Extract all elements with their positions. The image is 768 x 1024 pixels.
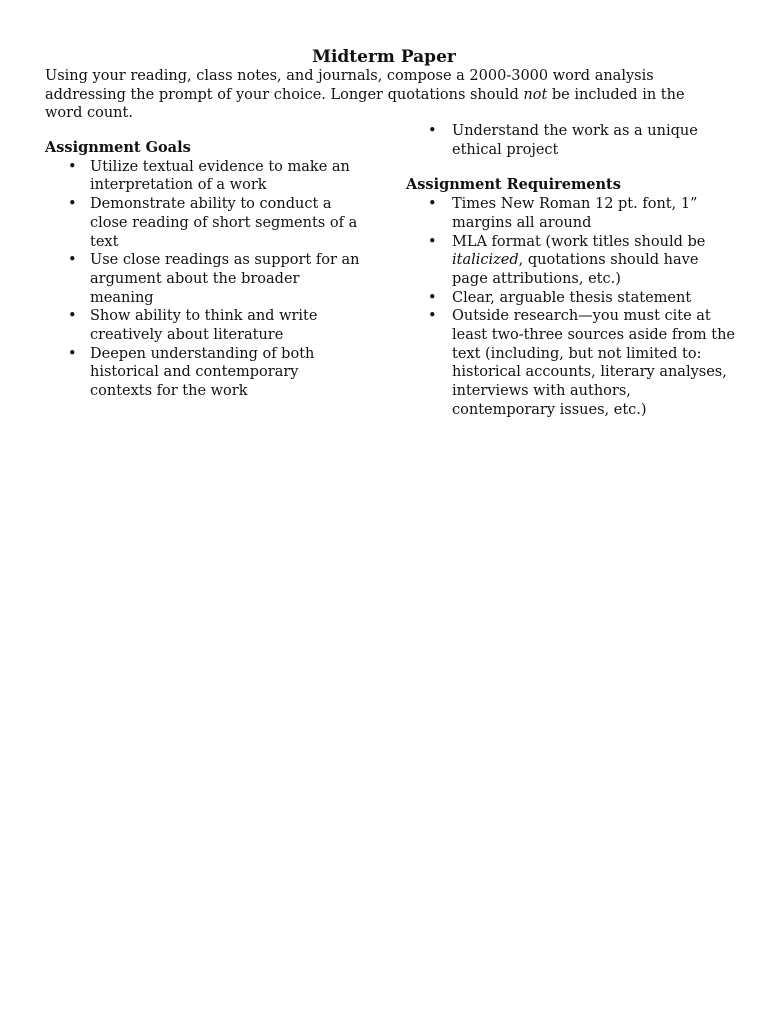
bullet-icon: •	[428, 308, 437, 325]
list-item	[406, 289, 736, 308]
requirements-list	[406, 195, 736, 419]
bullet-icon: •	[428, 196, 437, 213]
list-item-text: Deepen understanding of both historical and contemporary contexts for the work	[90, 345, 315, 400]
list-item	[406, 122, 736, 159]
intro-text: Using your reading, class notes, and journals, compose a 2000-3000 word analysis addressing the prompt of your choice. Longer quotations should	[45, 68, 654, 103]
list-item	[45, 158, 365, 195]
bullet-icon: •	[428, 289, 437, 306]
list-item-emphasis: italicized	[452, 252, 519, 269]
list-item	[45, 307, 365, 344]
goals-column	[45, 139, 365, 401]
list-item-text: Outside research—you must cite at least two-three sources aside from the text (including, but not limited to: historical accounts, literary analyses, interviews with authors, contemporary issues, etc.)	[452, 308, 735, 418]
list-item-text: Understand the work as a unique ethical project	[452, 123, 698, 158]
list-item-text: Clear, arguable thesis statement	[452, 289, 692, 306]
list-item	[45, 345, 365, 401]
bullet-icon: •	[68, 158, 77, 175]
requirements-column	[406, 122, 736, 420]
list-item-text: MLA format (work titles should be	[452, 233, 706, 250]
section-gap	[406, 159, 736, 176]
requirements-heading: Assignment Requirements	[406, 176, 621, 194]
bullet-icon: •	[68, 308, 77, 325]
goals-heading: Assignment Goals	[45, 139, 191, 156]
list-item	[406, 307, 736, 419]
page-title: Midterm Paper	[312, 47, 456, 67]
list-item	[406, 195, 736, 232]
goals-list-continued	[406, 122, 736, 159]
list-item	[406, 233, 736, 289]
bullet-icon: •	[68, 196, 77, 213]
intro-emphasis: not	[523, 86, 548, 103]
intro-text-end: be included in the word count.	[45, 86, 685, 122]
list-item-text: Utilize textual evidence to make an interpretation of a work	[90, 158, 350, 194]
bullet-icon: •	[68, 345, 77, 362]
list-item	[45, 251, 365, 307]
list-item	[45, 195, 365, 251]
goals-list	[45, 158, 365, 401]
list-item-text: Times New Roman 12 pt. font, 1” margins all around	[452, 196, 698, 231]
bullet-icon: •	[68, 252, 77, 269]
list-item-text: Show ability to think and write creatively about literature	[90, 308, 318, 344]
list-item-text: Use close readings as support for an argument about the broader meaning	[90, 252, 360, 306]
bullet-icon: •	[428, 233, 437, 250]
bullet-icon: •	[428, 123, 437, 139]
list-item-text: Demonstrate ability to conduct a close reading of short segments of a text	[90, 196, 358, 250]
intro-paragraph	[45, 67, 725, 123]
list-item-text-end: , quotations should have page attributions, etc.)	[452, 252, 699, 287]
